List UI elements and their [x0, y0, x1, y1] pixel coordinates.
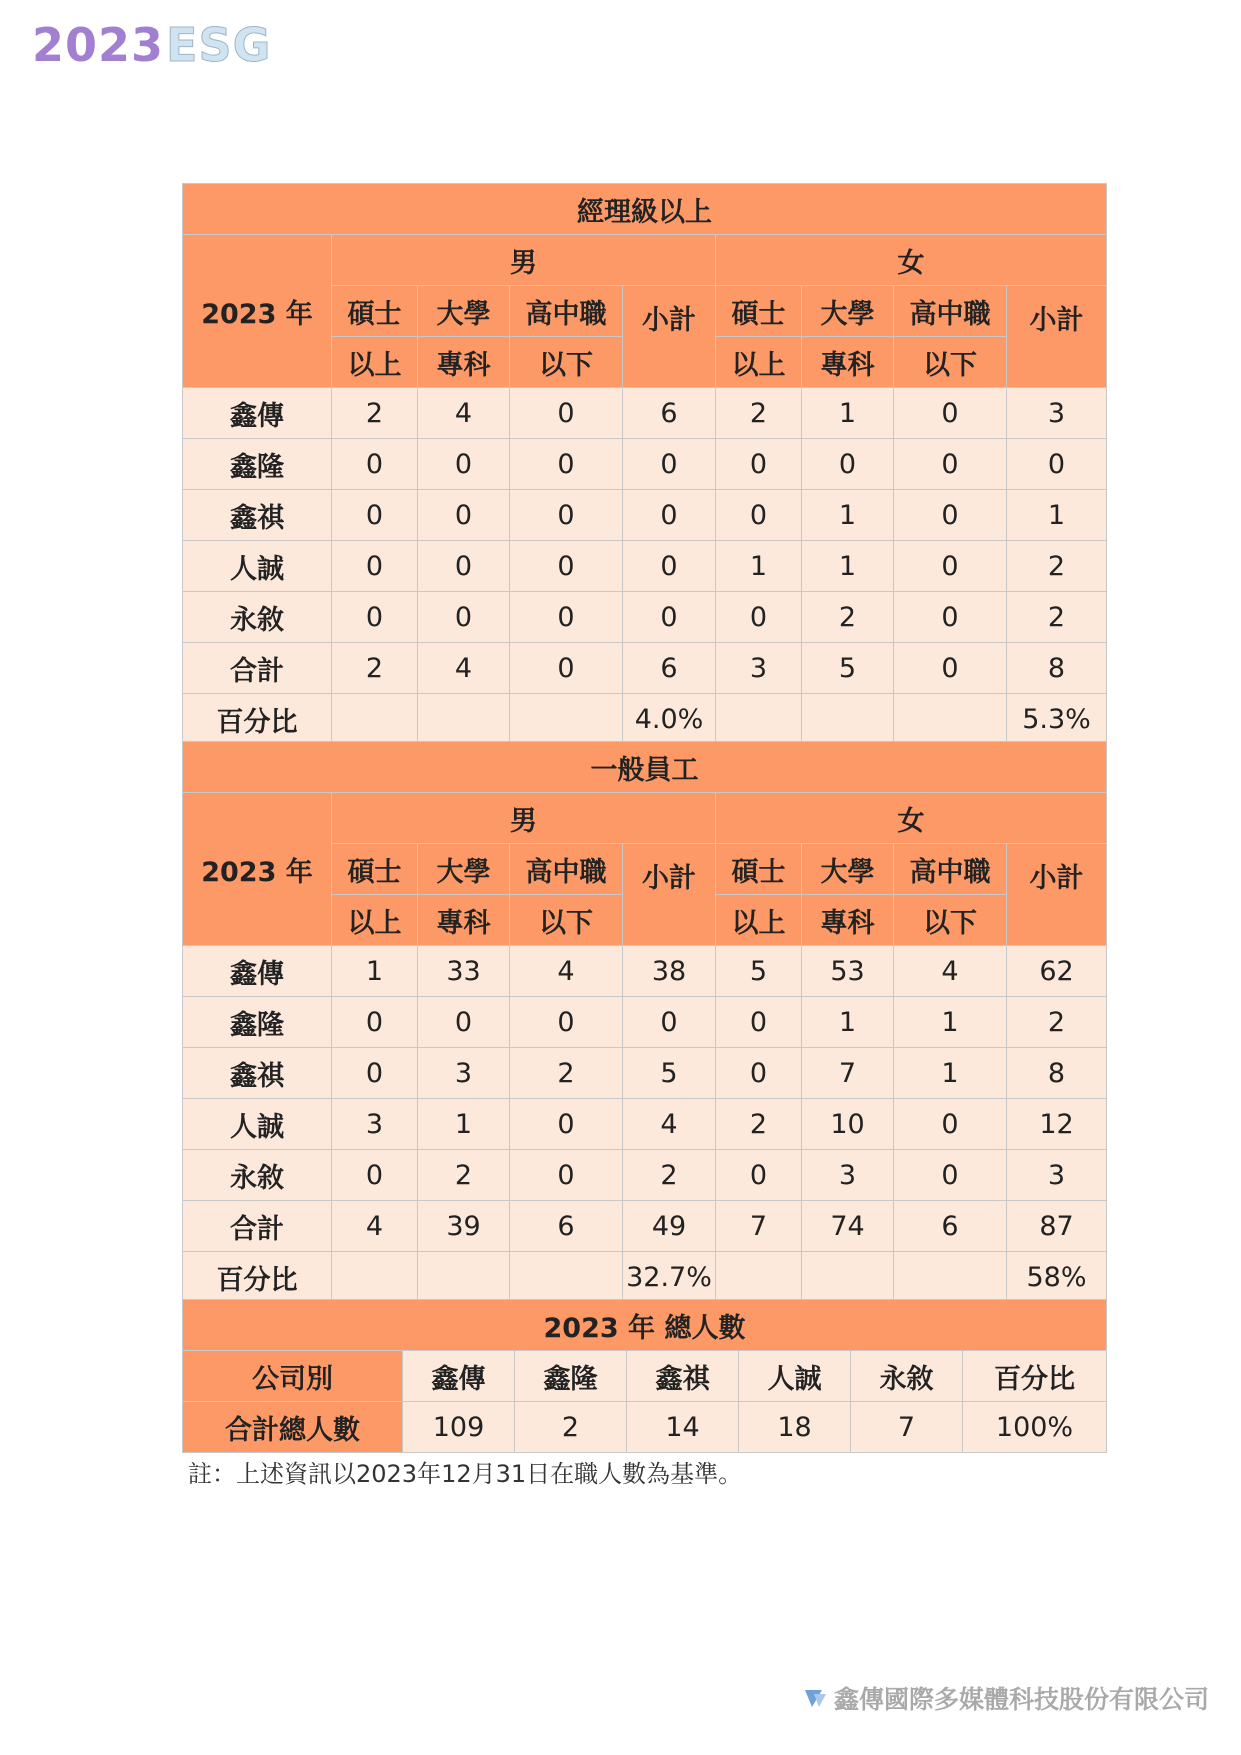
table-cell: 2 [332, 643, 418, 694]
table-cell: 0 [510, 1099, 623, 1150]
table-cell: 0 [623, 541, 716, 592]
table-row [183, 592, 1107, 643]
company-label: 鑫傳 [183, 946, 332, 997]
total-header: 百分比 [963, 1351, 1107, 1402]
total-header: 永敘 [851, 1351, 963, 1402]
table-row [183, 439, 1107, 490]
col-college-2: 專科 [802, 895, 894, 946]
pct-male: 32.7% [623, 1252, 716, 1303]
table-cell: 1 [332, 946, 418, 997]
table-row [183, 643, 1107, 694]
table-cell: 1 [716, 541, 802, 592]
table-cell: 0 [802, 439, 894, 490]
table-cell: 0 [418, 490, 510, 541]
table-cell: 0 [623, 997, 716, 1048]
total-value: 18 [739, 1402, 851, 1453]
total-table [182, 1299, 1107, 1453]
table-cell: 0 [716, 490, 802, 541]
table-cell: 10 [802, 1099, 894, 1150]
table-cell: 53 [802, 946, 894, 997]
col-highschool: 高中職 [894, 844, 1007, 895]
total-header: 公司別 [183, 1351, 403, 1402]
col-college-2: 專科 [418, 337, 510, 388]
company-label: 永敘 [183, 592, 332, 643]
table-row [183, 1150, 1107, 1201]
table-cell: 1 [802, 997, 894, 1048]
table-cell: 0 [418, 541, 510, 592]
company-label: 鑫祺 [183, 1048, 332, 1099]
general-title: 一般員工 [183, 742, 1107, 793]
table-cell: 0 [894, 643, 1007, 694]
table-row [183, 388, 1107, 439]
table-cell: 0 [510, 490, 623, 541]
table-cell: 4 [418, 643, 510, 694]
male-header: 男 [332, 235, 716, 286]
table-cell: 0 [510, 997, 623, 1048]
table-cell: 0 [716, 1150, 802, 1201]
col-highschool: 高中職 [510, 286, 623, 337]
col-college: 大學 [418, 286, 510, 337]
table-cell: 0 [894, 490, 1007, 541]
table-row [183, 1201, 1107, 1252]
company-logo-icon [802, 1685, 828, 1711]
table-cell: 0 [510, 592, 623, 643]
female-header: 女 [716, 793, 1107, 844]
table-cell: 0 [332, 997, 418, 1048]
table-cell: 6 [623, 643, 716, 694]
table-cell: 3 [1007, 388, 1107, 439]
total-value: 14 [627, 1402, 739, 1453]
col-master-2: 以上 [716, 337, 802, 388]
col-highschool-2: 以下 [510, 895, 623, 946]
table-row [183, 1099, 1107, 1150]
col-college: 大學 [802, 844, 894, 895]
table-cell: 2 [1007, 592, 1107, 643]
table-cell: 7 [802, 1048, 894, 1099]
col-master-2: 以上 [332, 337, 418, 388]
table-cell: 0 [510, 388, 623, 439]
total-header: 人誠 [739, 1351, 851, 1402]
col-subtotal: 小計 [1007, 844, 1107, 946]
col-college: 大學 [802, 286, 894, 337]
table-cell: 8 [1007, 1048, 1107, 1099]
table-cell: 12 [1007, 1099, 1107, 1150]
total-value: 109 [403, 1402, 515, 1453]
table-row [183, 997, 1107, 1048]
table-cell: 2 [623, 1150, 716, 1201]
table-cell: 2 [1007, 541, 1107, 592]
table-cell: 0 [623, 490, 716, 541]
table-cell: 0 [510, 643, 623, 694]
table-cell: 3 [716, 643, 802, 694]
table-cell: 0 [332, 490, 418, 541]
table-cell: 3 [1007, 1150, 1107, 1201]
total-title: 2023 年 總人數 [183, 1300, 1107, 1351]
table-cell: 0 [332, 439, 418, 490]
logo-text: ESG [166, 18, 272, 72]
total-value: 2 [515, 1402, 627, 1453]
total-header: 鑫祺 [627, 1351, 739, 1402]
table-cell: 39 [418, 1201, 510, 1252]
female-header: 女 [716, 235, 1107, 286]
table-cell: 38 [623, 946, 716, 997]
table-cell: 0 [894, 439, 1007, 490]
total-value-label: 合計總人數 [183, 1402, 403, 1453]
col-highschool-2: 以下 [894, 337, 1007, 388]
manager-table [182, 183, 1107, 745]
table-cell: 1 [1007, 490, 1107, 541]
table-row [183, 946, 1107, 997]
table-cell: 2 [802, 592, 894, 643]
pct-label: 百分比 [183, 1252, 332, 1303]
col-master: 碩士 [332, 844, 418, 895]
general-table [182, 741, 1107, 1303]
table-cell: 5 [716, 946, 802, 997]
table-cell: 0 [510, 1150, 623, 1201]
table-row [183, 490, 1107, 541]
year-label: 2023 年 [183, 235, 332, 388]
total-value: 100% [963, 1402, 1107, 1453]
table-cell: 1 [418, 1099, 510, 1150]
company-label: 永敘 [183, 1150, 332, 1201]
total-header-row [183, 1351, 1107, 1402]
table-cell: 5 [802, 643, 894, 694]
page-footer [802, 1680, 1209, 1716]
col-highschool-2: 以下 [894, 895, 1007, 946]
company-label: 合計 [183, 643, 332, 694]
col-master: 碩士 [332, 286, 418, 337]
year-label: 2023 年 [183, 793, 332, 946]
table-cell: 0 [894, 388, 1007, 439]
col-college-2: 專科 [418, 895, 510, 946]
table-cell: 5 [623, 1048, 716, 1099]
col-highschool: 高中職 [510, 844, 623, 895]
table-cell: 2 [332, 388, 418, 439]
table-cell: 0 [623, 592, 716, 643]
table-cell: 0 [418, 439, 510, 490]
table-cell: 0 [716, 997, 802, 1048]
table-cell: 3 [332, 1099, 418, 1150]
total-header: 鑫傳 [403, 1351, 515, 1402]
table-cell: 0 [716, 439, 802, 490]
table-cell: 0 [418, 997, 510, 1048]
col-college-2: 專科 [802, 337, 894, 388]
table-cell: 0 [332, 1048, 418, 1099]
table-cell: 6 [894, 1201, 1007, 1252]
table-cell: 3 [418, 1048, 510, 1099]
table-cell: 1 [802, 490, 894, 541]
table-cell: 49 [623, 1201, 716, 1252]
company-label: 合計 [183, 1201, 332, 1252]
manager-title: 經理級以上 [183, 184, 1107, 235]
table-cell: 2 [716, 1099, 802, 1150]
table-cell: 0 [894, 592, 1007, 643]
male-header: 男 [332, 793, 716, 844]
table-cell: 2 [510, 1048, 623, 1099]
table-cell: 0 [510, 541, 623, 592]
table-cell: 0 [332, 541, 418, 592]
table-cell: 2 [1007, 997, 1107, 1048]
pct-label: 百分比 [183, 694, 332, 745]
table-cell: 3 [802, 1150, 894, 1201]
table-cell: 7 [716, 1201, 802, 1252]
table-cell: 4 [894, 946, 1007, 997]
col-subtotal: 小計 [623, 844, 716, 946]
table-row [183, 541, 1107, 592]
table-cell: 0 [716, 1048, 802, 1099]
col-highschool: 高中職 [894, 286, 1007, 337]
total-value: 7 [851, 1402, 963, 1453]
table-cell: 0 [894, 1099, 1007, 1150]
table-cell: 0 [716, 592, 802, 643]
table-cell: 1 [894, 997, 1007, 1048]
col-subtotal: 小計 [623, 286, 716, 388]
col-master: 碩士 [716, 844, 802, 895]
company-label: 鑫傳 [183, 388, 332, 439]
esg-logo [32, 18, 271, 72]
table-cell: 0 [418, 592, 510, 643]
table-cell: 0 [332, 592, 418, 643]
table-cell: 1 [802, 388, 894, 439]
company-label: 鑫隆 [183, 439, 332, 490]
col-master: 碩士 [716, 286, 802, 337]
col-master-2: 以上 [332, 895, 418, 946]
pct-male: 4.0% [623, 694, 716, 745]
table-cell: 4 [418, 388, 510, 439]
col-master-2: 以上 [716, 895, 802, 946]
table-cell: 74 [802, 1201, 894, 1252]
company-name: 鑫傳國際多媒體科技股份有限公司 [833, 1685, 1209, 1714]
table-cell: 2 [418, 1150, 510, 1201]
table-cell: 0 [623, 439, 716, 490]
table-cell: 33 [418, 946, 510, 997]
table-cell: 87 [1007, 1201, 1107, 1252]
table-row [183, 1048, 1107, 1099]
table-cell: 0 [1007, 439, 1107, 490]
total-value-row [183, 1402, 1107, 1453]
table-cell: 4 [623, 1099, 716, 1150]
pct-female: 58% [1007, 1252, 1107, 1303]
total-header: 鑫隆 [515, 1351, 627, 1402]
logo-year: 2023 [32, 18, 165, 72]
footnote: 註：上述資訊以2023年12月31日在職人數為基準。 [188, 1460, 743, 1488]
company-label: 人誠 [183, 541, 332, 592]
table-cell: 62 [1007, 946, 1107, 997]
company-label: 鑫祺 [183, 490, 332, 541]
table-cell: 0 [510, 439, 623, 490]
table-cell: 6 [623, 388, 716, 439]
table-cell: 4 [510, 946, 623, 997]
table-cell: 4 [332, 1201, 418, 1252]
col-highschool-2: 以下 [510, 337, 623, 388]
table-cell: 6 [510, 1201, 623, 1252]
table-cell: 8 [1007, 643, 1107, 694]
table-cell: 0 [894, 1150, 1007, 1201]
table-cell: 2 [716, 388, 802, 439]
table-cell: 1 [894, 1048, 1007, 1099]
col-college: 大學 [418, 844, 510, 895]
company-label: 鑫隆 [183, 997, 332, 1048]
table-cell: 1 [802, 541, 894, 592]
table-cell: 0 [332, 1150, 418, 1201]
pct-female: 5.3% [1007, 694, 1107, 745]
table-cell: 0 [894, 541, 1007, 592]
col-subtotal: 小計 [1007, 286, 1107, 388]
company-label: 人誠 [183, 1099, 332, 1150]
